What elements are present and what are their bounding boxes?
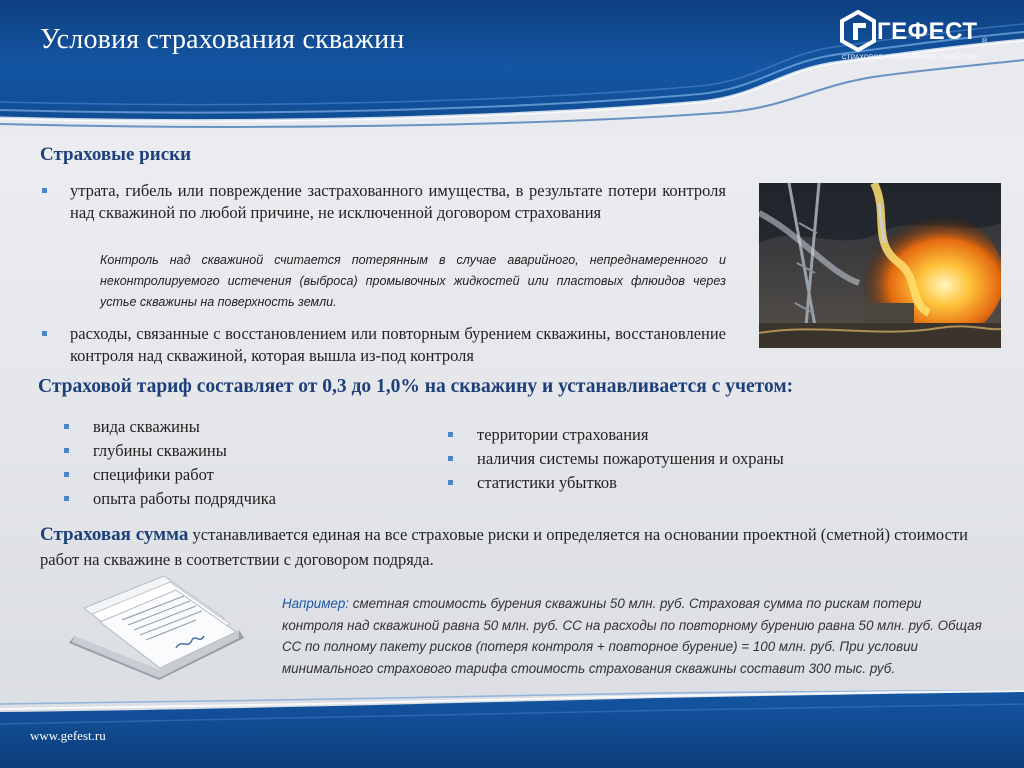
- footer-banner: [0, 690, 1024, 768]
- header-banner: [0, 0, 1024, 135]
- insured-sum-paragraph: [40, 522, 1010, 572]
- list-item: специфики работ: [62, 463, 422, 487]
- list-item: глубины скважины: [62, 439, 422, 463]
- page-title: Условия страхования скважин: [40, 24, 405, 55]
- list-item: вида скважины: [62, 415, 422, 439]
- well-fire-photo: [759, 183, 1001, 348]
- logo-registered-mark: ®: [982, 38, 988, 45]
- list-item: статистики убытков: [446, 471, 966, 495]
- tariff-factors-left: [62, 415, 422, 511]
- logo-name: ГЕФЕСТ: [877, 18, 978, 45]
- example-paragraph: [282, 593, 982, 679]
- website-link[interactable]: www.gefest.ru: [30, 728, 106, 743]
- example-lead: Например:: [282, 596, 350, 611]
- list-item: расходы, связанные с восстановлением или повторным бурением скважины, восстановление контроля над скважиной, которая вышла из-под контроля: [40, 323, 726, 367]
- tariff-factors-right: [446, 423, 966, 495]
- risk-note: Контроль над скважиной считается потерянным в случае аварийного, непреднамеренного и неконтролируемого истечения (выброса) промывочных жидкостей или пластовых флюидов через устье скважины на поверхность земли.: [100, 253, 726, 309]
- list-item: опыта работы подрядчика: [62, 487, 422, 511]
- risks-list: [40, 180, 726, 224]
- example-text: сметная стоимость бурения скважины 50 млн. руб. Страховая сумма по рискам потери контроля над скважиной равна 50 млн. руб. СС на расходы по повторному бурению равна 50 млн. руб. Общая СС по полному пакету рисков (потеря контроля + повторное бурение) = 100 млн. руб. При условии минимального страхового тарифа стоимость страхования скважины составит 300 тыс. руб.: [282, 596, 982, 676]
- list-item: утрата, гибель или повреждение застрахованного имущества, в результате потери контроля над скважиной по любой причине, не исключенной договором страхования: [40, 180, 726, 224]
- insured-sum-lead: Страховая сумма: [40, 524, 189, 545]
- gefest-logo-icon: [840, 10, 876, 52]
- tariff-heading: Страховой тариф составляет от 0,3 до 1,0% на скважину и устанавливается с учетом:: [38, 376, 794, 397]
- list-item: территории страхования: [446, 423, 966, 447]
- footer-waves-decoration: [0, 690, 1024, 768]
- risks-heading: Страховые риски: [40, 144, 192, 165]
- logo-subtitle: СТРАХОВОЕ АКЦИОНЕРНОЕ ОБЩЕСТВО: [842, 54, 979, 61]
- risks-list-continued: [40, 323, 726, 367]
- list-item: наличия системы пожаротушения и охраны: [446, 447, 966, 471]
- documents-icon: [64, 568, 254, 688]
- insured-sum-text: устанавливается единая на все страховые риски и определяется на основании проектной (сметной) стоимости работ на скважине в соответствии с договором подряда.: [40, 525, 968, 569]
- company-logo: [840, 10, 990, 65]
